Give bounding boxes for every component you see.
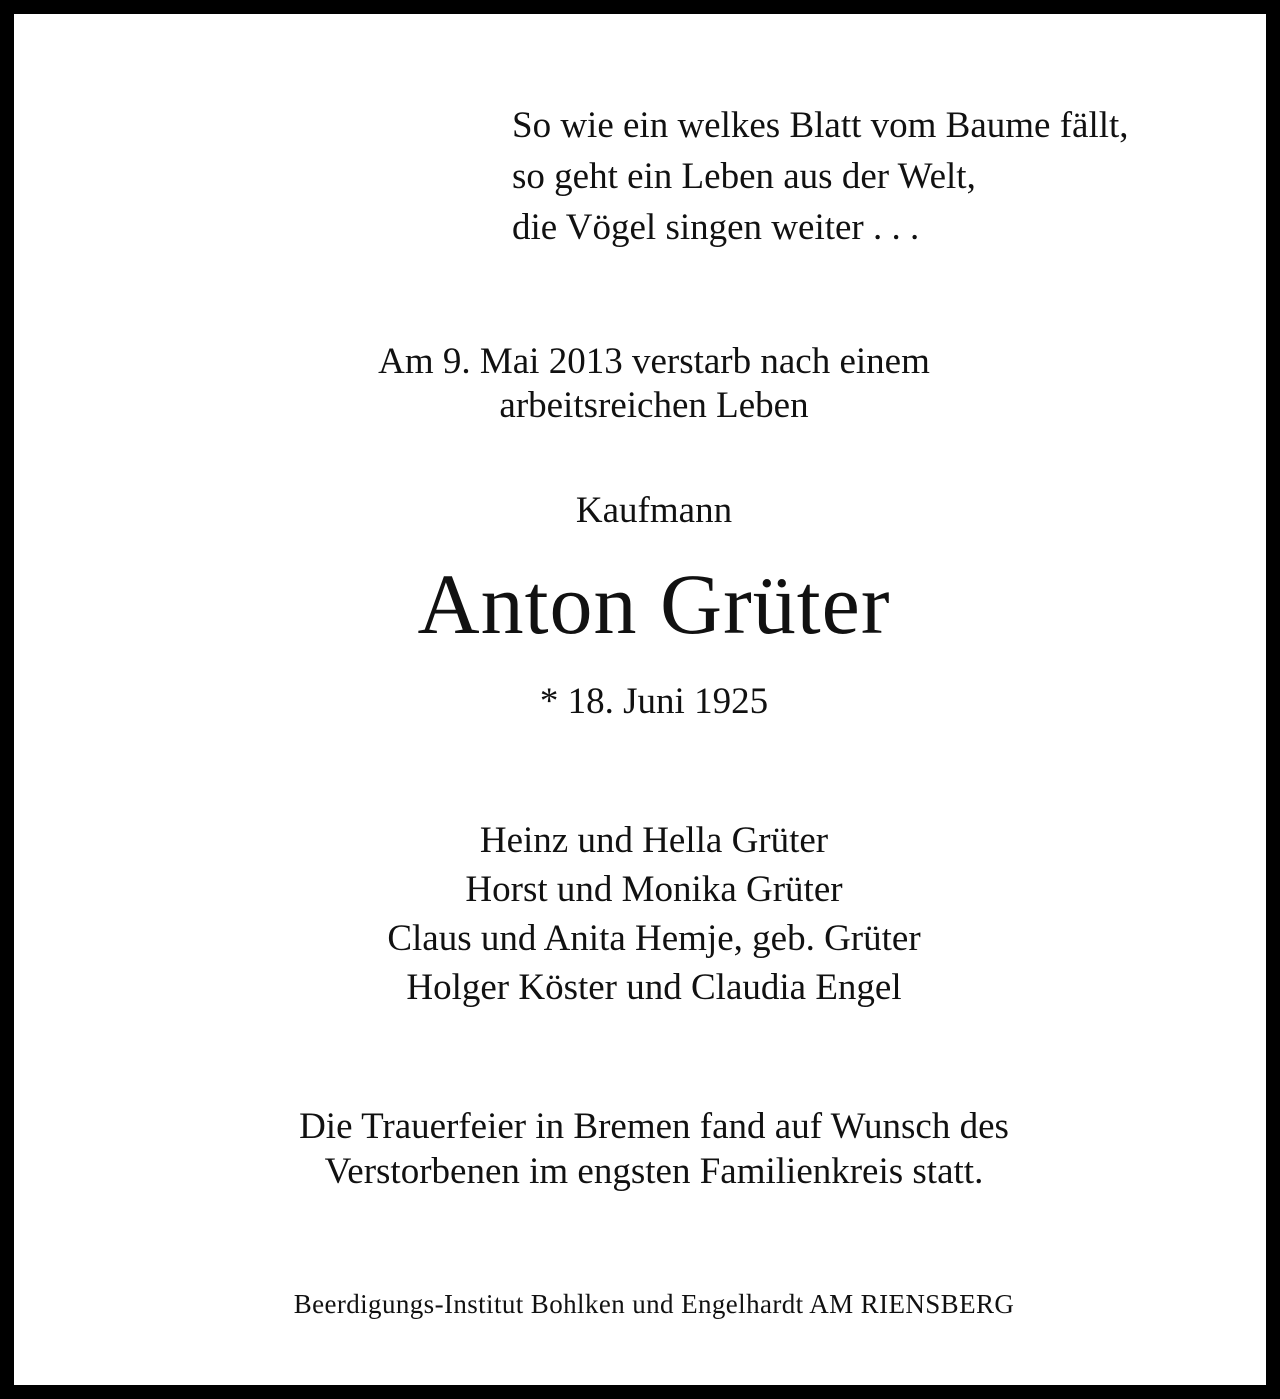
mourners-list <box>28 816 1280 1012</box>
poem-line: so geht ein Leben aus der Welt, <box>512 156 976 197</box>
deceased-name: Anton Grüter <box>417 556 891 652</box>
mourner-line: Claus und Anita Hemje, geb. Grüter <box>387 918 921 959</box>
death-announcement <box>28 340 1280 428</box>
ceremony-line: Die Trauerfeier in Bremen fand auf Wunsch des <box>299 1106 1009 1147</box>
poem-line: die Vögel singen weiter . . . <box>512 207 920 248</box>
occupation-title: Kaufmann <box>575 490 733 531</box>
birth-date: * 18. Juni 1925 <box>539 681 769 722</box>
funeral-home: Beerdigungs-Institut Bohlken und Engelhardt AM RIENSBERG <box>293 1289 1015 1319</box>
poem <box>512 100 1129 253</box>
ceremony-notice <box>28 1104 1280 1194</box>
mourner-line: Horst und Monika Grüter <box>465 869 843 910</box>
announcement-line: arbeitsreichen Leben <box>499 385 809 426</box>
ceremony-line: Verstorbenen im engsten Familienkreis statt. <box>324 1151 984 1192</box>
mourner-line: Heinz und Hella Grüter <box>479 820 829 861</box>
mourner-line: Holger Köster und Claudia Engel <box>406 967 902 1008</box>
announcement-line: Am 9. Mai 2013 verstarb nach einem <box>378 341 930 382</box>
poem-line: So wie ein welkes Blatt vom Baume fällt, <box>512 105 1129 146</box>
